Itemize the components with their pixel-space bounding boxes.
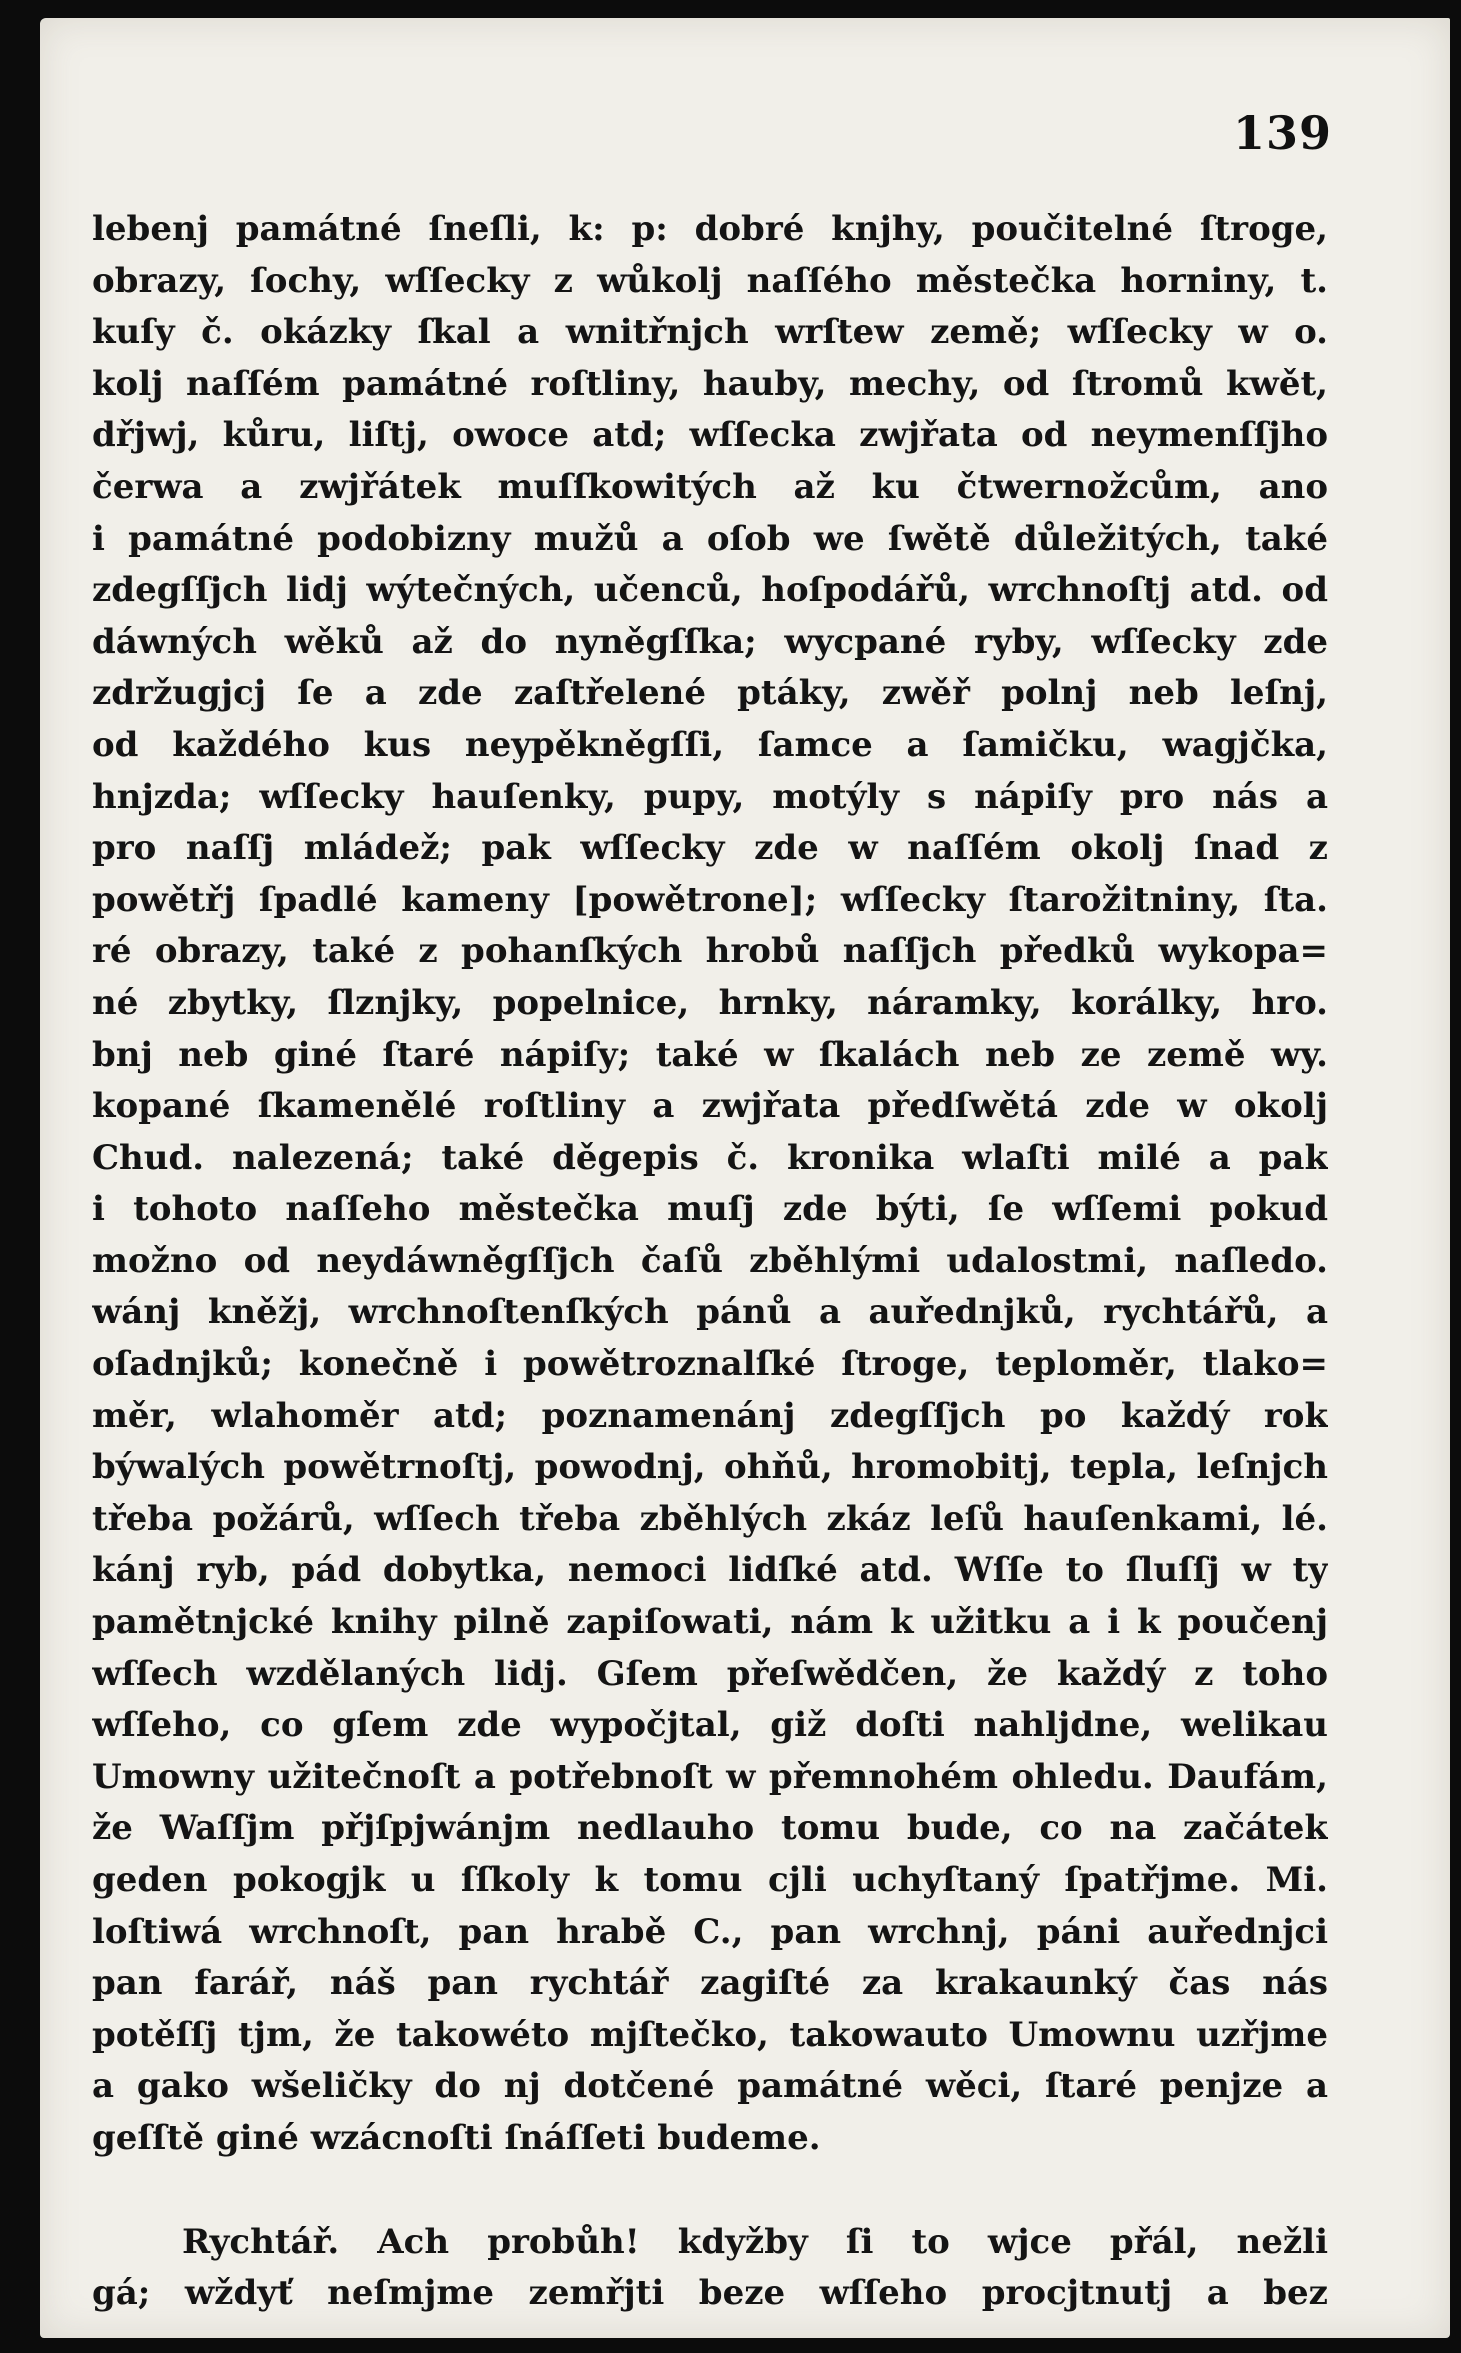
text-line: wánj kněžj, wrchnoſtenſkých pánů a auřednjků, rychtářů, a xyxy=(92,1292,1328,1333)
text-line: wſſech wzdělaných lidj. Gſem přeſwědčen, že každý z toho xyxy=(92,1653,1328,1694)
page-number: 139 xyxy=(1232,106,1332,160)
text-line: pamětnjcké knihy pilně zapiſowati, nám k užitku a i k poučenj xyxy=(92,1602,1328,1643)
text-line: i památné podobizny mužů a oſob we ſwětě důležitých, také xyxy=(92,518,1328,559)
text-line: powětřj ſpadlé kameny [powětrone]; wſſecky ſtarožitniny, ſta. xyxy=(92,879,1328,920)
text-line: pan farář, náš pan rychtář zagiſté za krakaunký čas nás xyxy=(92,1963,1328,2004)
text-line: wſſeho, co gſem zde wypočjtal, giž doſti nahljdne, welikau xyxy=(92,1705,1328,1746)
text-line: od každého kus neypěkněgſſi, ſamce a ſamičku, wagjčka, xyxy=(92,724,1328,765)
text-line: třeba požárů, wſſech třeba zběhlých zkáz leſů hauſenkami, lé. xyxy=(92,1498,1328,1539)
text-line: hnjzda; wſſecky hauſenky, pupy, motýly s nápiſy pro nás a xyxy=(92,776,1328,817)
paragraph-2 xyxy=(92,2217,1328,2320)
text-line: kolj naſſém památné roſtliny, hauby, mechy, od ſtromů kwět, xyxy=(92,363,1328,404)
text-line: čerwa a zwjřátek muſſkowitých až ku čtwernožcům, ano xyxy=(92,466,1328,507)
text-line: oſadnjků; konečně i powětroznalſké ſtroge, teploměr, tlako= xyxy=(92,1344,1328,1385)
body-text xyxy=(92,204,1328,2320)
text-line: geden pokogjk u ſſkoly k tomu cjli uchyſtaný ſpatřjme. Mi. xyxy=(92,1860,1328,1900)
paragraph-gap xyxy=(92,2165,1328,2217)
text-line: kuſy č. okázky ſkal a wnitřnjch wrſtew země; wſſecky w o. xyxy=(92,312,1328,353)
text-line: a gako wšeličky do nj dotčené památné wěci, ſtaré penjze a xyxy=(92,2066,1328,2107)
paragraph-1 xyxy=(92,204,1328,2165)
text-line: potěſſj tjm, že takowéto mjſtečko, takowauto Umownu uzřjme xyxy=(92,2014,1328,2055)
text-line: bnj neb giné ſtaré nápiſy; také w ſkalách neb ze země wy. xyxy=(92,1034,1328,1075)
text-line: loſtiwá wrchnoſt, pan hrabě C., pan wrchnj, páni auřednjci xyxy=(92,1911,1328,1952)
text-line: možno od neydáwněgſſjch čaſů zběhlými udalostmi, naſledo. xyxy=(92,1240,1328,1281)
text-line: Umowny užitečnoſt a potřebnoſt w přemnohém ohledu. Daufám, xyxy=(92,1756,1328,1797)
text-line: dáwných wěků až do nyněgſſka; wycpané ryby, wſſecky zde xyxy=(92,621,1328,662)
text-line: Rychtář. Ach probůh! kdyžby ſi to wjce přál, nežli xyxy=(182,2221,1328,2262)
text-line: geſſtě giné wzácnoſti ſnáſſeti budeme. xyxy=(92,2117,821,2158)
book-page xyxy=(40,18,1450,2338)
text-line: obrazy, ſochy, wſſecky z wůkolj naſſého městečka horniny, t. xyxy=(92,260,1328,301)
text-line: kopané ſkamenělé roſtliny a zwjřata předſwětá zde w okolj xyxy=(92,1086,1328,1127)
text-line: lebenj památné ſneſli, k: p: dobré knjhy, poučitelné ſtroge, xyxy=(92,209,1328,249)
text-line: né zbytky, ſlznjky, popelnice, hrnky, náramky, korálky, hro. xyxy=(92,982,1328,1023)
text-line: že Waſſjm přjſpjwánjm nedlauho tomu bude, co na začátek xyxy=(92,1808,1328,1849)
text-line: býwalých powětrnoſtj, powodnj, ohňů, hromobitj, tepla, leſnjch xyxy=(92,1447,1328,1488)
text-line: i tohoto naſſeho městečka muſj zde býti, ſe wſſemi pokud xyxy=(92,1189,1328,1230)
text-line: dřjwj, kůru, liſtj, owoce atd; wſſecka zwjřata od neymenſſjho xyxy=(92,415,1328,456)
text-line: zdegſſjch lidj wýtečných, učenců, hoſpodářů, wrchnoſtj atd. od xyxy=(92,570,1328,611)
text-line: pro naſſj mládež; pak wſſecky zde w naſſém okolj ſnad z xyxy=(92,828,1328,869)
text-line: Chud. nalezená; také děgepis č. kronika wlaſti milé a pak xyxy=(92,1137,1328,1178)
text-line: ré obrazy, také z pohanſkých hrobů naſſjch předků wykopa= xyxy=(92,931,1328,972)
text-line: měr, wlahoměr atd; poznamenánj zdegſſjch po každý rok xyxy=(92,1395,1328,1436)
text-line: gá; wždyť neſmjme zemřjti beze wſſeho procjtnutj a bez xyxy=(92,2273,1328,2314)
text-line: kánj ryb, pád dobytka, nemoci lidſké atd. Wſſe to ſluſſj w ty xyxy=(92,1550,1328,1591)
text-line: zdržugjcj ſe a zde zaſtřelené ptáky, zwěř polnj neb leſnj, xyxy=(92,673,1328,714)
